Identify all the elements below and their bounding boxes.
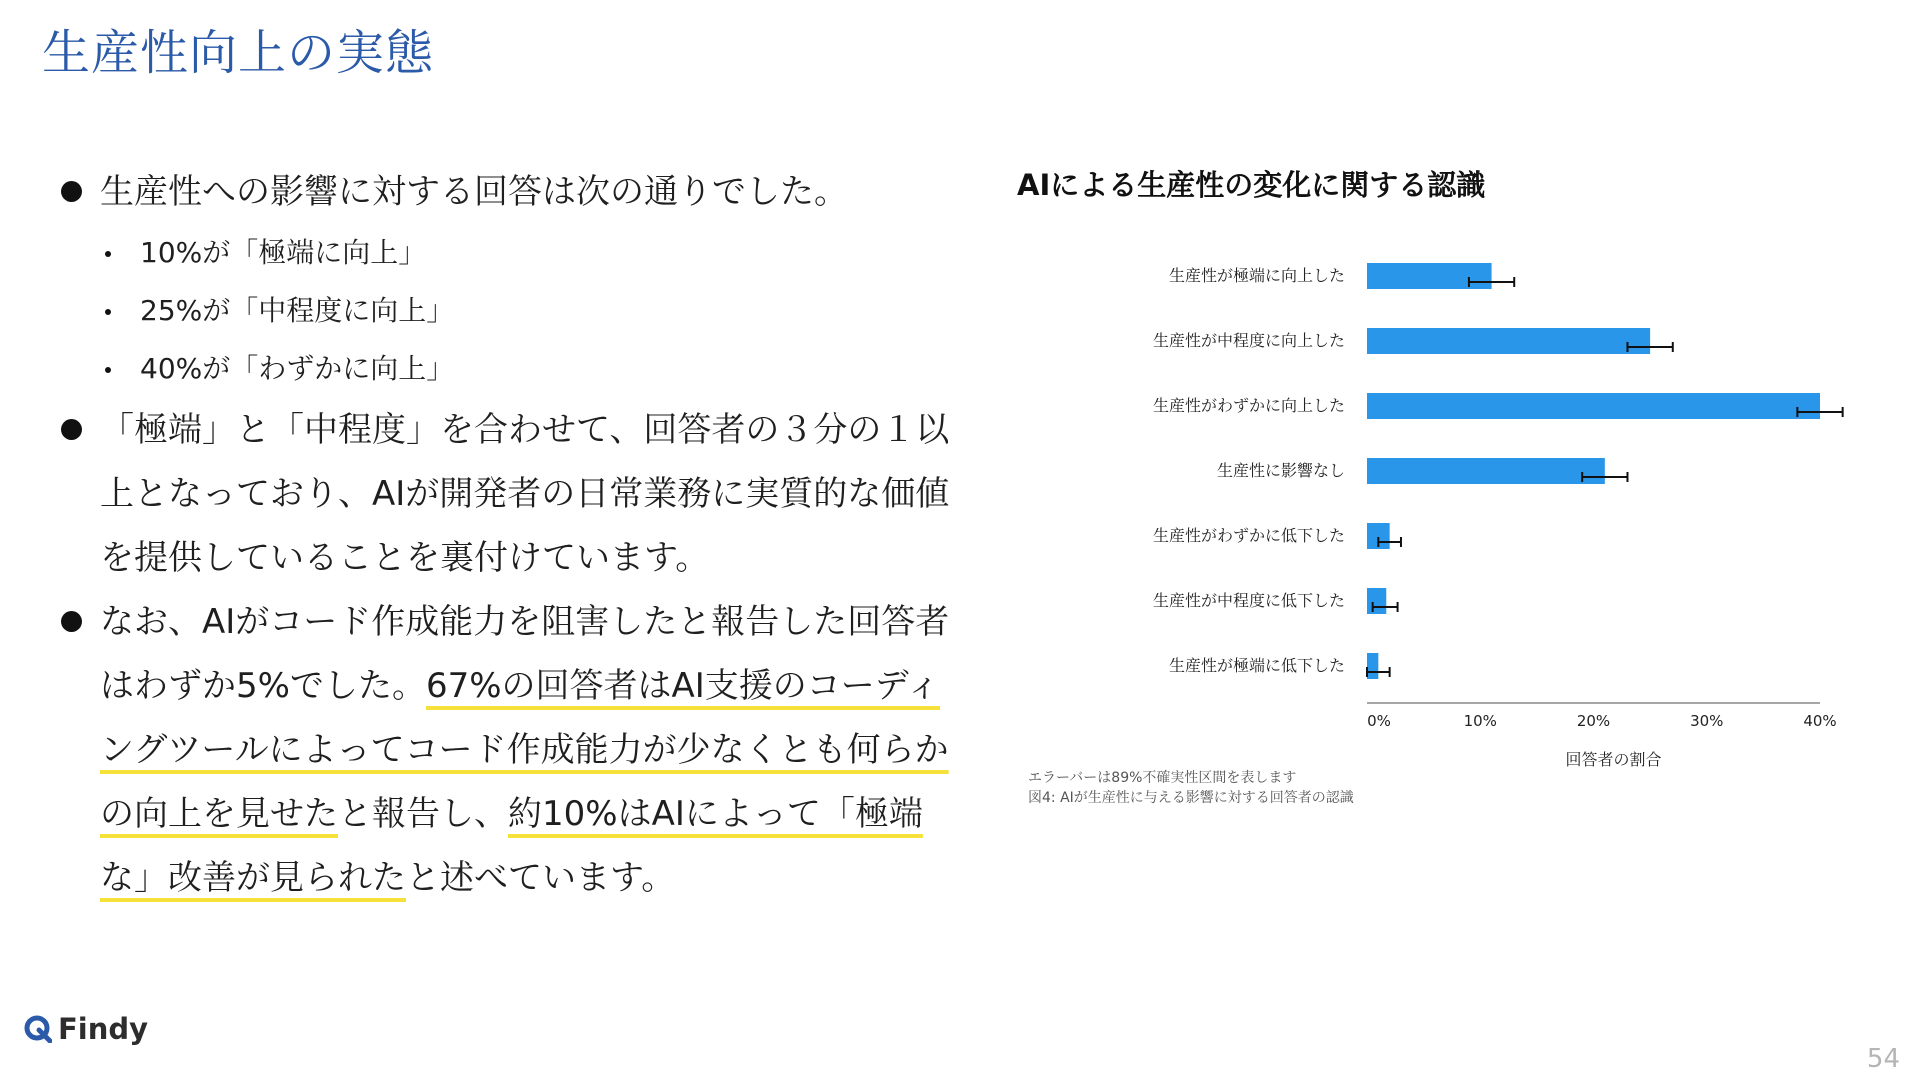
bullet-3-text-2: と報告し、 [338,794,508,834]
category-label: 生産性に影響なし [1216,461,1345,480]
caption-figure: 図4: AIが生産性に与える影響に対する回答者の認識 [1028,790,1354,806]
category-label: 生産性が極端に向上した [1168,266,1345,285]
sub-bullet-moderate: 25%が「中程度に向上」 [100,282,955,340]
logo-icon [24,1015,52,1043]
bar-chart [1000,240,1880,780]
bullet-3-highlight-1: 67%の回答者はAI支援のコーディングツールによってコード作成能力が少なくとも何らかの向上を見せた [100,666,949,834]
bar [1367,653,1378,679]
x-tick-label: 30% [1690,712,1724,730]
bullet-list [55,160,955,910]
bullet-3-highlight-2: 約10%はAIによって「極端な」改善が見られた [100,794,923,898]
bullet-3 [55,590,955,910]
category-label: 生産性が中程度に低下した [1152,591,1345,610]
x-tick-label: 10% [1463,712,1497,730]
x-tick-label: 20% [1576,712,1611,730]
x-axis-label: 回答者の割合 [1565,750,1662,769]
chart-title: AIによる生産性の変化に関する認識 [1017,168,1486,202]
bar [1367,263,1492,289]
bullet-1: 生産性への影響に対する回答は次の通りでした。 [55,160,955,224]
bullet-3-text-1: なお、AIがコード作成能力を阻害したと報告した回答者はわずか5%でした。 [100,602,950,706]
page-number: 54 [1866,1044,1900,1074]
chart-caption [1028,768,1354,808]
category-label: 生産性が中程度に向上した [1152,331,1345,350]
logo-text: Findy [58,1012,149,1046]
category-label: 生産性がわずかに向上した [1152,396,1345,415]
slide-title: 生産性向上の実態 [42,25,435,81]
x-tick-label: 0% [1367,712,1391,730]
category-label: 生産性が極端に低下した [1168,656,1345,675]
bar [1367,458,1605,484]
sub-bullet-slight: 40%が「わずかに向上」 [100,340,955,398]
caption-error-bars: エラーバーは89%不確実性区間を表します [1028,770,1297,786]
bar [1367,588,1386,614]
bar [1367,393,1820,419]
x-tick-label: 40% [1803,712,1837,730]
findy-logo [24,1012,148,1046]
bar [1367,328,1650,354]
bullet-3-text-3: と述べています。 [406,858,676,898]
sub-bullet-extreme: 10%が「極端に向上」 [100,224,955,282]
bullet-2: 「極端」と「中程度」を合わせて、回答者の３分の１以上となっており、AIが開発者の日常業務に実質的な価値を提供していることを裏付けています。 [55,398,955,590]
sub-bullet-list [100,224,955,398]
category-label: 生産性がわずかに低下した [1152,526,1345,545]
